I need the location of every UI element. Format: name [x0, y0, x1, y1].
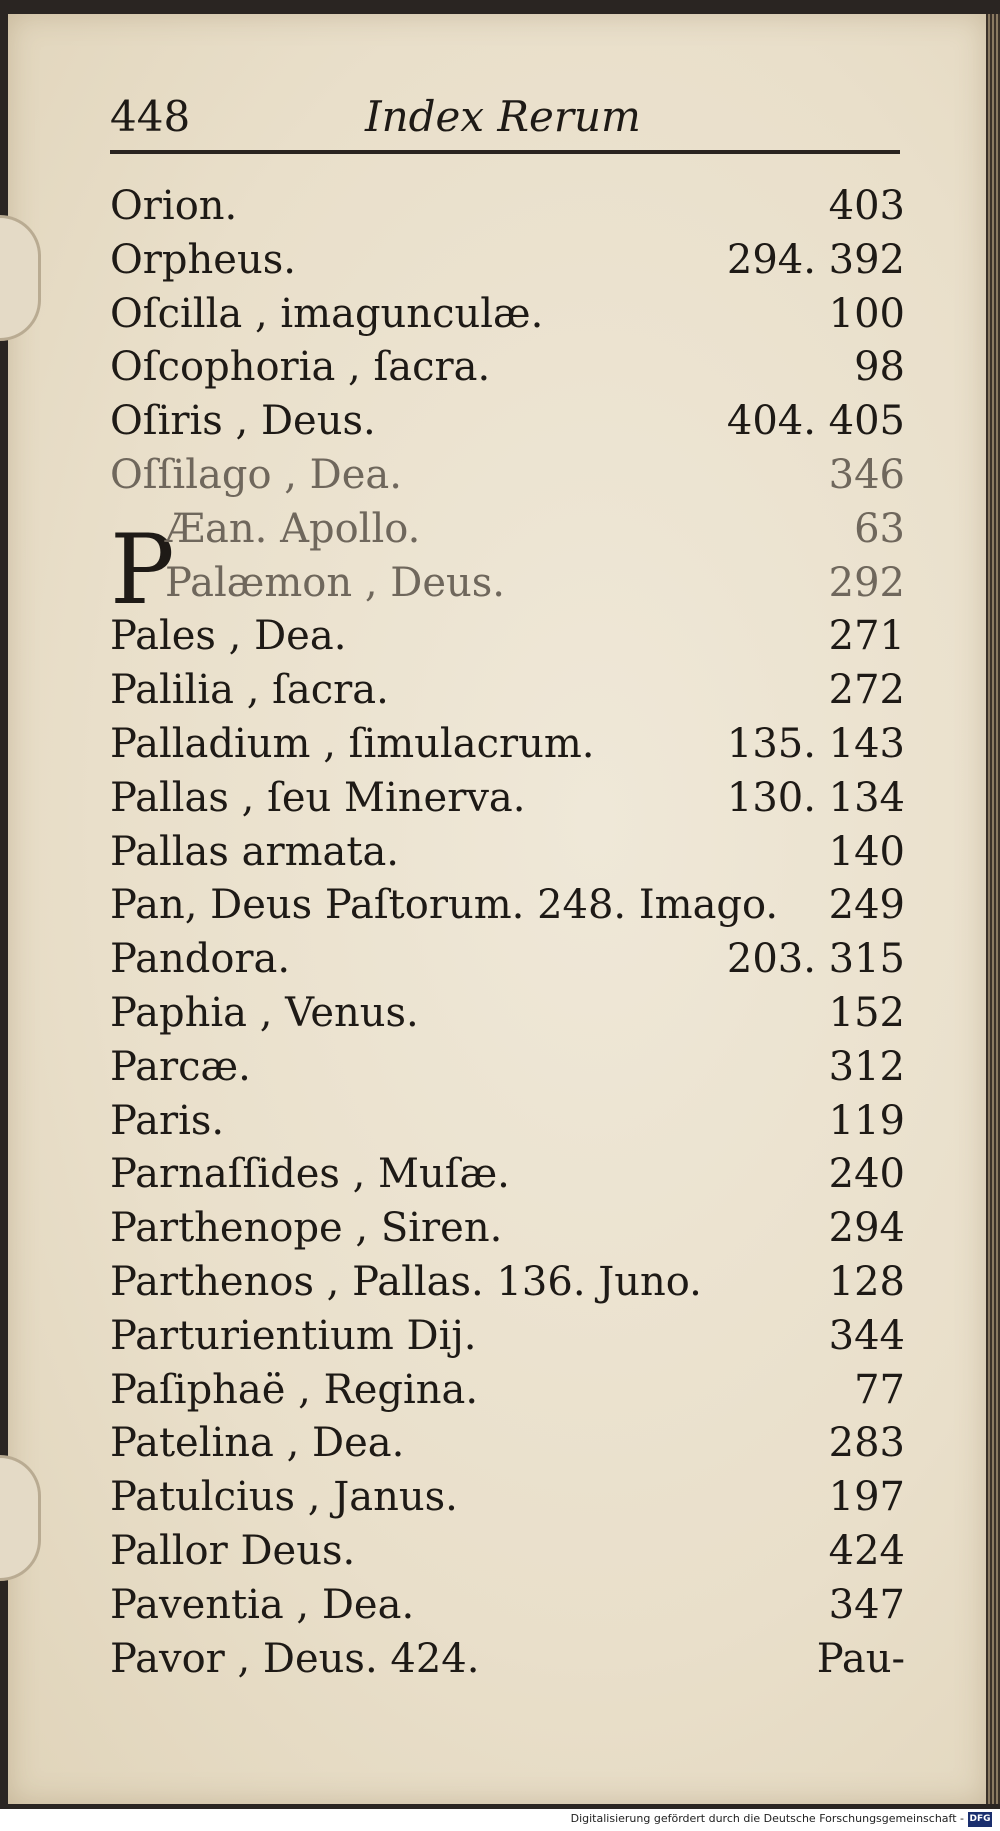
index-entry — [110, 1471, 905, 1525]
index-page-refs: 249 — [828, 882, 905, 929]
index-entry — [110, 557, 905, 611]
index-entry — [110, 1417, 905, 1471]
index-page-refs: 98 — [854, 344, 905, 391]
index-entry — [110, 1202, 905, 1256]
index-term: Orion. — [110, 183, 238, 229]
index-term: Palæmon , Deus. — [165, 559, 506, 606]
index-page-refs: 130. 134 — [726, 774, 905, 821]
index-page-refs: 152 — [828, 989, 905, 1036]
index-term: Æan. Apollo. — [165, 505, 421, 552]
index-entry — [110, 234, 905, 288]
index-page-refs: 424 — [828, 1527, 905, 1574]
index-term: Palilia , ſacra. — [110, 667, 389, 714]
index-page-refs: 203. 315 — [726, 936, 905, 983]
index-entries — [110, 180, 905, 1686]
index-term: Parnaſſides , Muſæ. — [110, 1151, 510, 1198]
index-entry — [110, 1633, 905, 1687]
index-page-refs: 100 — [828, 290, 905, 337]
index-entry — [110, 395, 905, 449]
index-term: Orpheus. — [110, 236, 296, 283]
index-term: Pandora. — [110, 936, 291, 983]
index-entry — [110, 503, 905, 557]
digitization-footer — [0, 1809, 1000, 1831]
index-term: Parthenos , Pallas. 136. Juno. — [110, 1258, 702, 1305]
index-page-refs: 312 — [828, 1043, 905, 1090]
index-term: Pavor , Deus. 424. — [110, 1635, 480, 1682]
dfg-logo: DFG — [968, 1812, 992, 1827]
index-term: Parthenope , Siren. — [110, 1205, 503, 1252]
index-entry — [110, 1095, 905, 1149]
index-page-refs: 346 — [828, 451, 905, 498]
index-page-refs: 283 — [828, 1420, 905, 1467]
index-term: Palladium , ſimulacrum. — [110, 720, 595, 767]
index-entry — [110, 610, 905, 664]
index-page-refs: 271 — [828, 613, 905, 660]
index-entry — [110, 1041, 905, 1095]
index-page-refs: 292 — [828, 559, 905, 606]
index-page-refs: 344 — [828, 1312, 905, 1359]
section-initial-letter: P — [110, 514, 175, 626]
index-term: Paphia , Venus. — [110, 989, 419, 1036]
index-page-refs: 404. 405 — [726, 398, 905, 445]
index-entry — [110, 826, 905, 880]
running-title: Index Rerum — [365, 92, 641, 141]
index-entry — [110, 288, 905, 342]
index-page-refs: 77 — [854, 1366, 905, 1413]
index-entry — [110, 987, 905, 1041]
index-page-refs: 63 — [854, 505, 905, 552]
index-entry — [110, 341, 905, 395]
index-entry — [110, 1525, 905, 1579]
index-term: Oſiris , Deus. — [110, 398, 376, 445]
header-rule — [110, 150, 900, 154]
index-term: Pallas armata. — [110, 828, 400, 875]
index-entry — [110, 1148, 905, 1202]
index-page-refs: 140 — [828, 828, 905, 875]
index-entry — [110, 664, 905, 718]
index-page-refs: 294. 392 — [726, 236, 905, 283]
index-page-refs: 128 — [828, 1258, 905, 1305]
book-edge — [986, 14, 1000, 1804]
index-term: Pallas , ſeu Minerva. — [110, 774, 526, 821]
index-entry — [110, 772, 905, 826]
index-entry — [110, 933, 905, 987]
page-header — [110, 92, 900, 152]
index-entry — [110, 1364, 905, 1418]
index-entry — [110, 1256, 905, 1310]
index-term: Paventia , Dea. — [110, 1581, 415, 1628]
index-page-refs: 197 — [828, 1474, 905, 1521]
index-page-refs: Pau- — [816, 1635, 905, 1682]
index-term: Pallor Deus. — [110, 1527, 356, 1574]
page-number: 448 — [110, 92, 191, 141]
index-term: Oſſilago , Dea. — [110, 451, 402, 498]
index-term: Paſiphaë , Regina. — [110, 1366, 479, 1413]
index-term: Parturientium Dij. — [110, 1312, 477, 1359]
footer-credit: Digitalisierung gefördert durch die Deutsche Forschungsgemeinschaft - — [570, 1812, 964, 1825]
index-term: Patelina , Dea. — [110, 1420, 405, 1467]
index-entry — [110, 449, 905, 503]
index-page-refs: 294 — [828, 1205, 905, 1252]
index-entry — [110, 180, 905, 234]
index-page-refs: 119 — [828, 1097, 905, 1144]
index-entry — [110, 879, 905, 933]
index-page-refs: 347 — [828, 1581, 905, 1628]
index-term: Paris. — [110, 1097, 225, 1144]
index-entry — [110, 1579, 905, 1633]
index-entry — [110, 1310, 905, 1364]
index-page-refs: 135. 143 — [726, 720, 905, 767]
index-page-refs: 403 — [828, 183, 905, 229]
index-term: Oſcophoria , ſacra. — [110, 344, 491, 391]
index-page-refs: 240 — [828, 1151, 905, 1198]
index-page-refs: 272 — [828, 667, 905, 714]
index-term: Oſcilla , imagunculæ. — [110, 290, 544, 337]
index-term: Patulcius , Janus. — [110, 1474, 458, 1521]
index-term: Parcæ. — [110, 1043, 251, 1090]
index-term: Pan, Deus Paſtorum. 248. Imago. — [110, 882, 779, 929]
index-term: Pales , Dea. — [110, 613, 347, 660]
index-entry — [110, 718, 905, 772]
